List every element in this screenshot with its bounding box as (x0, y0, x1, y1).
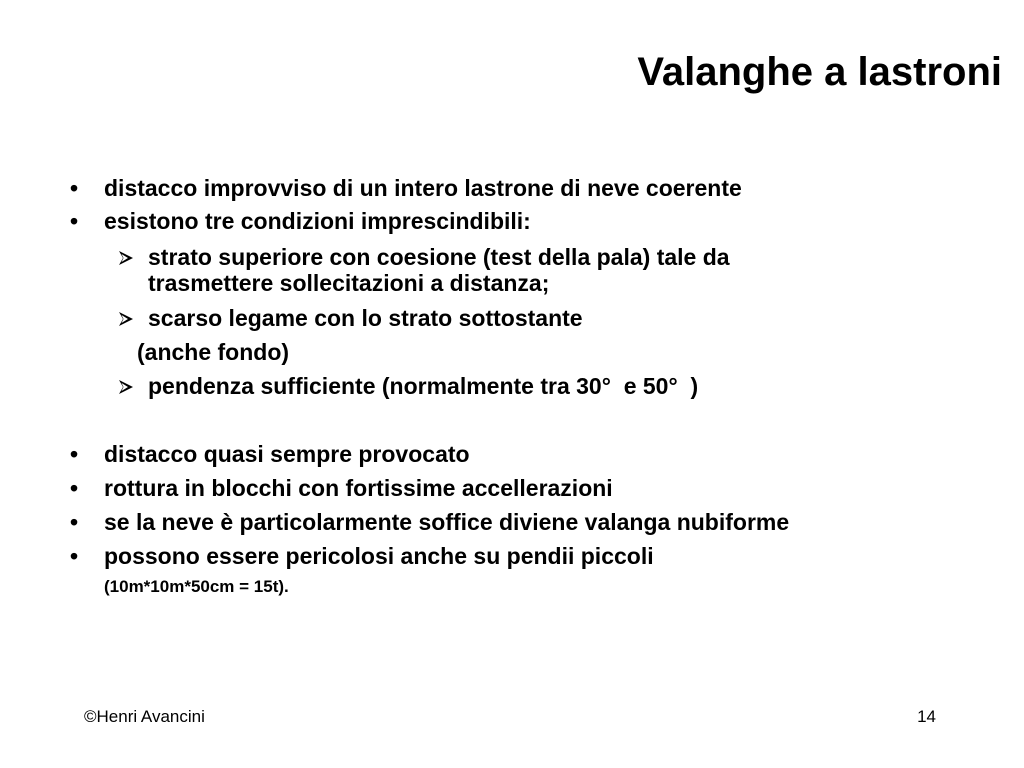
arrow-bullet-icon (117, 373, 141, 396)
bullet-marker: • (70, 175, 79, 201)
sub-bullet-text: strato superiore con coesione (test della pala) tale da (148, 244, 730, 270)
bullet-marker: • (70, 543, 79, 569)
bullet-marker: • (70, 441, 79, 467)
footer-copyright: ©Henri Avancini (84, 707, 205, 726)
arrow-bullet-icon (117, 244, 141, 267)
bullet-text: se la neve è particolarmente soffice diviene valanga nubiforme (104, 509, 790, 535)
bullet-marker: • (70, 475, 79, 501)
bullet-text: esistono tre condizioni imprescindibili: (104, 208, 531, 234)
sub-bullet-text: (anche fondo) (137, 339, 290, 365)
bullet-text: possono essere pericolosi anche su pendii piccoli (104, 543, 654, 569)
bullet-marker: • (70, 509, 79, 535)
sub-bullet-text: scarso legame con lo strato sottostante (148, 305, 583, 331)
note-text: (10m*10m*50cm = 15t). (104, 577, 289, 596)
sub-bullet-text: pendenza sufficiente (normalmente tra 30° e 50° ) (148, 373, 699, 399)
arrow-bullet-icon (117, 305, 141, 328)
sub-bullet-text: trasmettere sollecitazioni a distanza; (148, 270, 550, 296)
bullet-text: distacco quasi sempre provocato (104, 441, 470, 467)
bullet-text: rottura in blocchi con fortissime accellerazioni (104, 475, 613, 501)
bullet-text: distacco improvviso di un intero lastrone di neve coerente (104, 175, 742, 201)
bullet-marker: • (70, 208, 79, 234)
slide-title: Valanghe a lastroni (637, 50, 1002, 94)
page-number: 14 (917, 707, 936, 726)
